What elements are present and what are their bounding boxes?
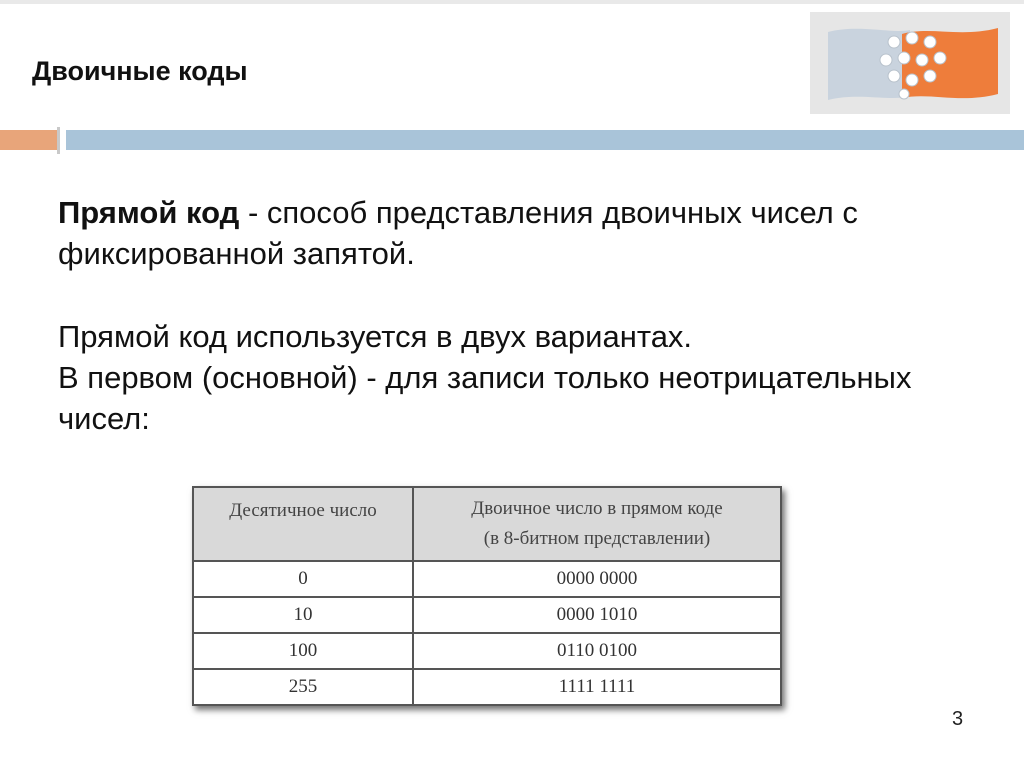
table-row <box>193 561 781 597</box>
header-binary-line1: Двоичное число в прямом коде <box>471 498 723 519</box>
code-table <box>192 486 782 706</box>
header-divider <box>57 127 60 154</box>
logo-icon <box>810 12 1010 114</box>
table-row <box>193 633 781 669</box>
page-number: 3 <box>952 708 964 730</box>
slide-title: Двоичные коды <box>32 56 248 86</box>
slide-top-border <box>0 0 1024 4</box>
first-variant-line: В первом (основной) - для записи только неотрицательных чисел: <box>58 360 912 436</box>
header-binary <box>413 487 781 561</box>
header-accent-blue <box>66 130 1024 150</box>
cell-binary: 0110 0100 <box>413 633 781 669</box>
header-accent-orange <box>0 130 57 150</box>
table-row <box>193 669 781 705</box>
paragraph-gap <box>58 274 998 316</box>
cell-decimal: 100 <box>193 633 413 669</box>
cell-decimal: 255 <box>193 669 413 705</box>
slide-body <box>58 192 998 439</box>
cell-binary: 1111 1111 <box>413 669 781 705</box>
definition-paragraph <box>58 192 998 274</box>
cell-decimal: 0 <box>193 561 413 597</box>
header-decimal: Десятичное число <box>193 487 413 561</box>
definition-text: - способ представления двоичных чисел с фиксированной запятой. <box>58 195 858 271</box>
usage-line: Прямой код используется в двух вариантах. <box>58 319 693 354</box>
header-binary-line2: (в 8-битном представлении) <box>483 528 711 549</box>
cell-decimal: 10 <box>193 597 413 633</box>
term-direct-code: Прямой код <box>58 195 240 230</box>
cell-binary: 0000 0000 <box>413 561 781 597</box>
table-row <box>193 597 781 633</box>
table-header-row <box>193 487 781 561</box>
code-table-container <box>192 486 782 706</box>
cell-binary: 0000 1010 <box>413 597 781 633</box>
